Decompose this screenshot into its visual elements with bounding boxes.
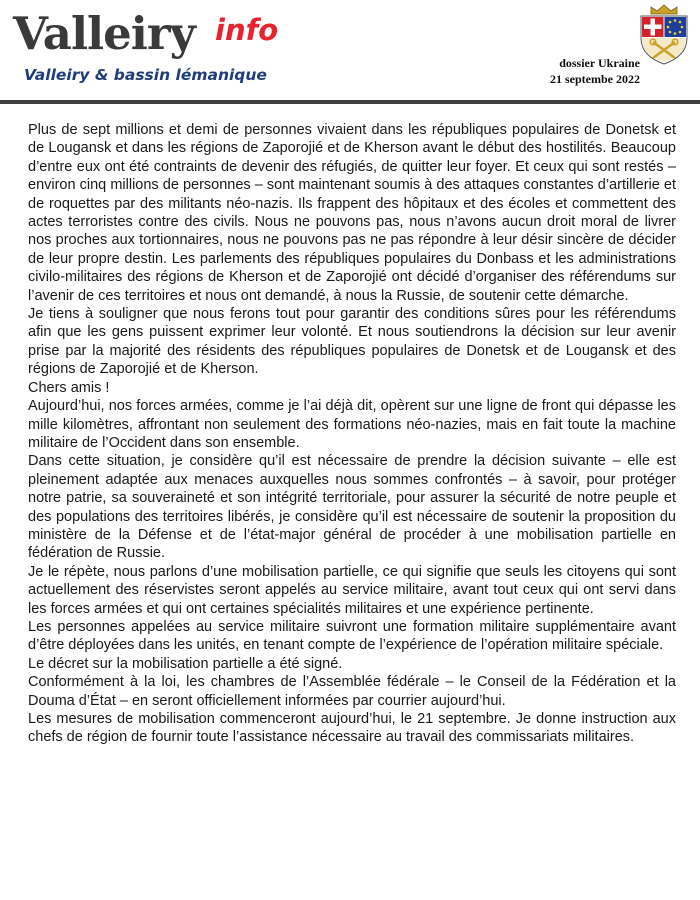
brand-logo-main: Valleiry (13, 7, 195, 60)
dossier-info (550, 55, 640, 87)
article-paragraph: Les mesures de mobilisation commenceront aujourd’hui, le 21 septembre. Je donne instruction aux chefs de région de fournir toute l’assistance nécessaire au travail des commissariats militaires. (28, 711, 676, 746)
page-header (0, 0, 700, 100)
article-paragraph: Je tiens à souligner que nous ferons tout pour garantir des conditions sûres pour les référendums afin que les gens puissent exprimer leur volonté. Et nous soutiendrons la décision sur leur avenir prise par la majorité des résidents des républiques populaires de Donetsk et de Lougansk et des régions de Zaporojié et de Kherson. (28, 306, 676, 378)
article-paragraph: Le décret sur la mobilisation partielle a été signé. (28, 655, 343, 672)
article-paragraph: Plus de sept millions et demi de personnes vivaient dans les républiques populaires de Donetsk et de Lougansk et dans les régions de Zaporojié et de Kherson avant le début des hostilités. Beaucoup d’entre eux ont été contraints de devenir des réfugiés, de quitter leur foyer. Et ceux qui sont restés – environ cinq millions de personnes – sont maintenant soumis à des attaques constantes d’artillerie et de roquettes par des militants néo-nazis. Ils frappent des hôpitaux et des écoles et commettent des actes terroristes contre des civils. Nous ne pouvons pas, nous n’avons aucun droit moral de livrer nos proches aux tortionnaires, nous ne pouvons pas ne pas répondre à leur désir sincère de décider de leur propre destin. Les parlements des républiques populaires du Donbass et les administrations civilo-militaires des régions de Kherson et de Zaporojié ont décidé d’organiser des référendums sur l’avenir de ces territoires et nous ont demandé, à nous la Russie, de soutenir cette démarche. (28, 122, 676, 304)
article-paragraph: Je le répète, nous parlons d’une mobilisation partielle, ce qui signifie que seuls les citoyens qui sont actuellement des réservistes seront appelés au service militaire, avant tout ceux qui ont servi dans les forces armées et qui ont certaines spécialités militaires et une expérience pertinente. (28, 563, 676, 617)
header-divider (0, 100, 700, 104)
article-body (28, 121, 676, 747)
article-paragraph: Conformément à la loi, les chambres de l’Assemblée fédérale – le Conseil de la Fédération et la Douma d’État – en seront officiellement informées par courrier aujourd’hui. (28, 674, 676, 709)
brand-tagline: Valleiry & bassin lémanique (24, 66, 267, 84)
dossier-label: dossier Ukraine (559, 56, 640, 70)
dossier-date: 21 septembe 2022 (550, 72, 640, 86)
article-paragraph: Les personnes appelées au service militaire suivront une formation militaire supplémentaire avant d’être déployées dans les unités, en tenant compte de l’expérience de l’opération militaire spéciale. (28, 618, 676, 654)
article-paragraph: Dans cette situation, je considère qu’il est nécessaire de prendre la décision suivante – elle est pleinement adaptée aux menaces auxquelles nous sommes confrontés – à savoir, pour protéger notre patrie, sa souveraineté et son intégrité territoriale, pour assurer la sécurité de notre peuple et des populations des territoires libérés, je considère qu’il est nécessaire de soutenir la proposition du ministère de la Défense et de l’état-major général de procéder à une mobilisation partielle en fédération de Russie. (28, 453, 676, 562)
article-paragraph: Aujourd’hui, nos forces armées, comme je l’ai déjà dit, opèrent sur une ligne de front qui dépasse les mille kilomètres, affrontant non seulement des formations néo-nazies, mais en fait toute la machine militaire de l’Occident dans son ensemble. (28, 398, 676, 451)
article-paragraph: Chers amis ! (28, 379, 110, 396)
savoy-coat-of-arms-icon (637, 4, 691, 66)
brand-logo-info: info (215, 13, 279, 47)
